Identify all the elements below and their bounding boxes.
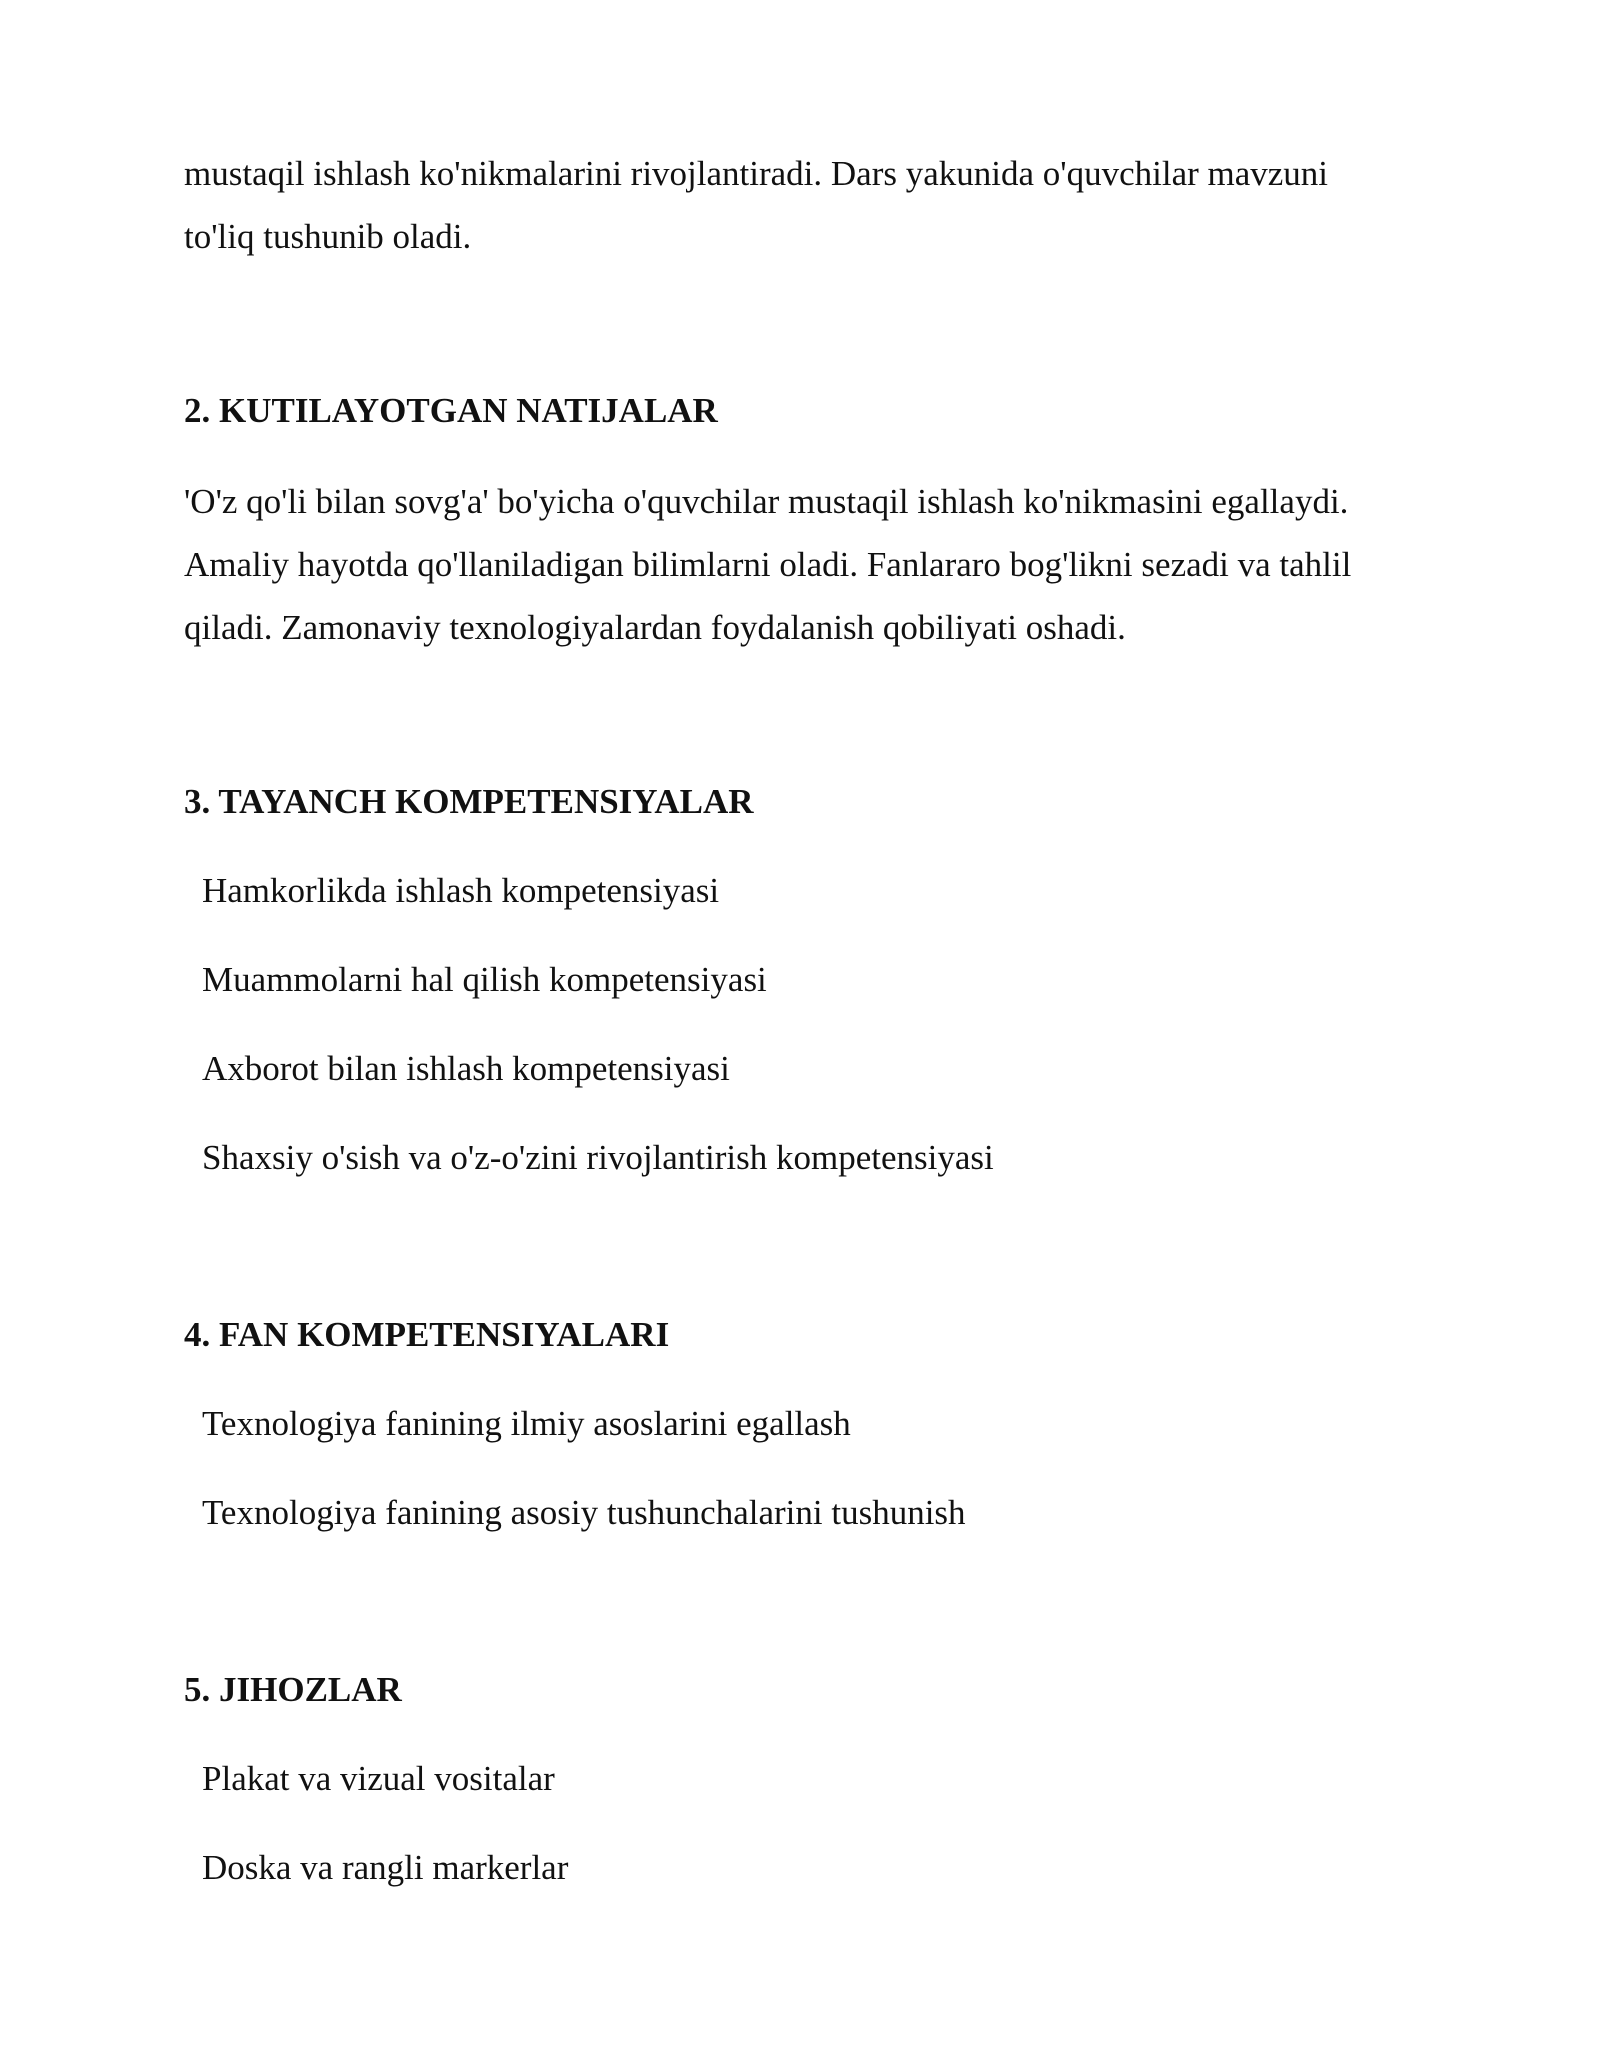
section-5-list-item: Plakat va vizual vositalar	[202, 1759, 555, 1798]
section-4-list-item: Texnologiya fanining ilmiy asoslarini egallash	[202, 1404, 851, 1443]
section-3-list-item: Shaxsiy o'sish va o'z-o'zini rivojlantirish kompetensiyasi	[202, 1138, 994, 1177]
section-3-list-item: Axborot bilan ishlash kompetensiyasi	[202, 1049, 730, 1088]
section-2-heading: 2. KUTILAYOTGAN NATIJALAR	[184, 391, 718, 430]
intro-paragraph-line-1: mustaqil ishlash ko'nikmalarini rivojlantiradi. Dars yakunida o'quvchilar mavzuni	[184, 154, 1329, 193]
section-2-paragraph-line-1: 'O'z qo'li bilan sovg'a' bo'yicha o'quvchilar mustaqil ishlash ko'nikmasini egallaydi.	[184, 482, 1349, 521]
section-4-list-item: Texnologiya fanining asosiy tushunchalarini tushunish	[202, 1493, 966, 1532]
section-3-list-item: Hamkorlikda ishlash kompetensiyasi	[202, 871, 720, 910]
section-5-list-item: Doska va rangli markerlar	[202, 1848, 569, 1887]
section-4-heading: 4. FAN KOMPETENSIYALARI	[184, 1315, 670, 1354]
section-3-heading: 3. TAYANCH KOMPETENSIYALAR	[184, 782, 754, 821]
section-2-paragraph-line-3: qiladi. Zamonaviy texnologiyalardan foydalanish qobiliyati oshadi.	[184, 608, 1126, 647]
intro-paragraph-line-2: to'liq tushunib oladi.	[184, 217, 472, 256]
section-5-heading: 5. JIHOZLAR	[184, 1670, 402, 1709]
section-2-paragraph-line-2: Amaliy hayotda qo'llaniladigan bilimlarni oladi. Fanlararo bog'likni sezadi va tahlil	[184, 545, 1352, 584]
section-3-list-item: Muammolarni hal qilish kompetensiyasi	[202, 960, 767, 999]
